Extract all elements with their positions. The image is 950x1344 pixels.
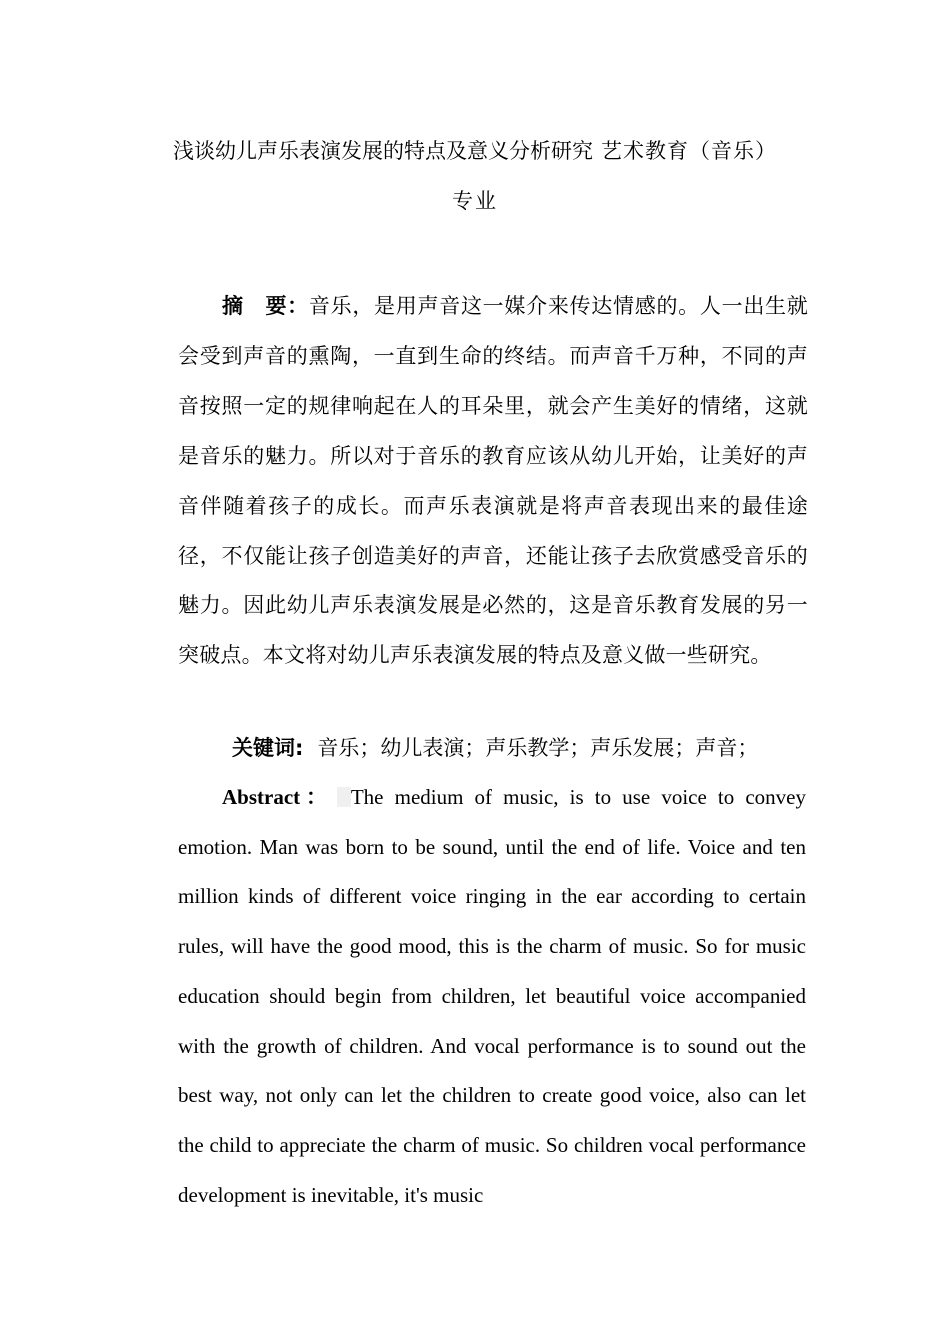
chinese-abstract-label: 摘 要： <box>222 294 309 318</box>
title-main: 浅谈幼儿声乐表演发展的特点及意义分析研究 <box>173 139 593 163</box>
title-department-continued: 专业 <box>452 189 498 213</box>
english-abstract-label: Abstract： <box>222 785 333 809</box>
chinese-abstract-text: 音乐，是用声音这一媒介来传达情感的。人一出生就会受到声音的熏陶，一直到生命的终结。而声音千万种，不同的声音按照一定的规律响起在人的耳朵里，就会产生美好的情绪，这就是音乐的魅力。所以对于音乐的教育应该从幼儿开始，让美好的声音伴随着孩子的成长。而声乐表演就是将声音表现出来的最佳途径，不仅能让孩子创造美好的声音，还能让孩子去欣赏感受音乐的魅力。因此幼儿声乐表演发展是必然的，这是音乐教育发展的另一突破点。本文将对幼儿声乐表演发展的特点及意义做一些研究。 <box>178 294 808 668</box>
english-abstract <box>178 773 806 1220</box>
keywords-text: 音乐；幼儿表演；声乐教学；声乐发展；声音； <box>317 736 759 760</box>
keywords-label: 关键词: <box>232 736 304 760</box>
highlight-mark <box>337 787 351 807</box>
document-title <box>0 134 950 168</box>
title-department: 艺术教育（音乐） <box>601 139 777 163</box>
chinese-abstract <box>178 282 808 681</box>
keywords <box>232 731 832 765</box>
english-abstract-text: The medium of music, is to use voice to convey emotion. Man was born to be sound, until the end of life. Voice and ten million kinds of different voice ringing in the ear according to certain rules, will have the good mood, this is the charm of music. So for music education should begin from children, let beautiful voice accompanied with the growth of children. And vocal performance is to sound out the best way, not only can let the children to create good voice, also can let the child to appreciate the charm of music. So children vocal performance development is inevitable, it's music <box>178 785 806 1207</box>
